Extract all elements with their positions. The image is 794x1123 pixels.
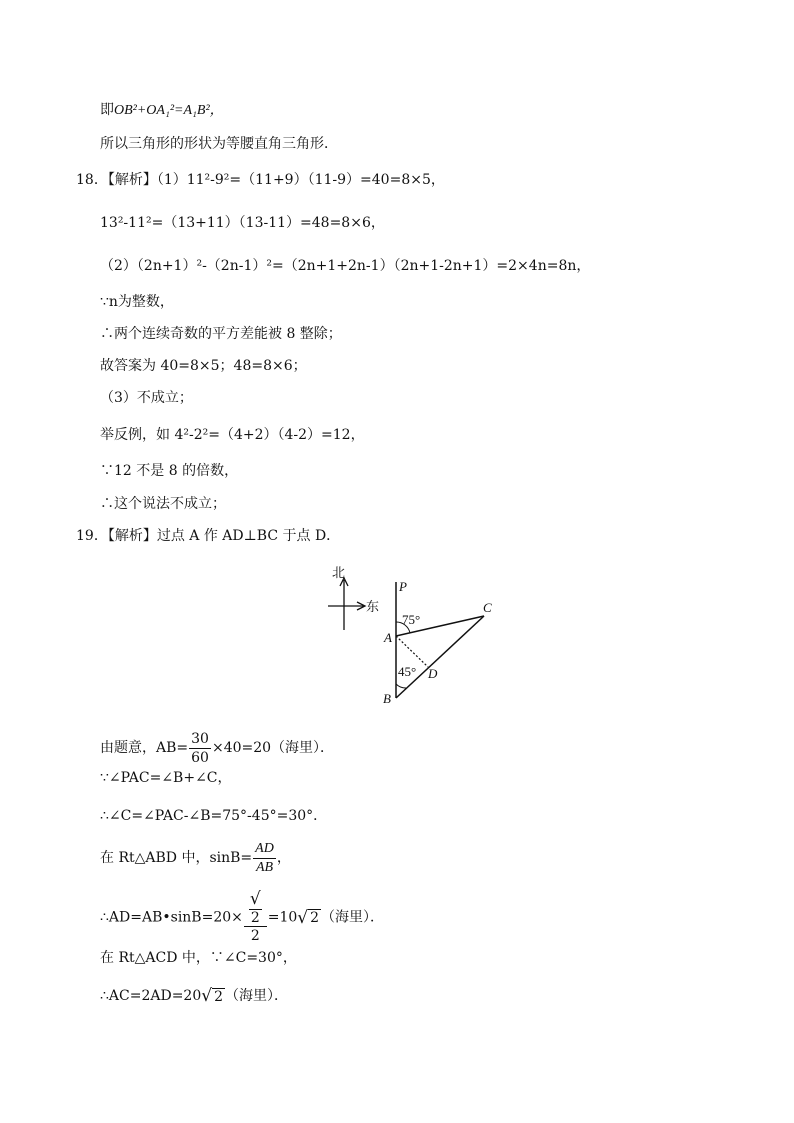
q19-line-6: ∴AD=AB•sinB=20× √ 2 2 =10√ 2 （海里）． [100, 889, 385, 944]
text-line-2: 所以三角形的形状为等腰直角三角形． [100, 136, 338, 152]
label-angle-45: 45° [398, 664, 417, 679]
fraction-30-60: $\frac{30}{60}$ [191, 730, 209, 766]
q19-tag: 【解析】 [107, 528, 157, 544]
q19-line-5: 在 Rt△ABD 中，sinB= $\frac{AD}{AB}$ ， [100, 840, 291, 875]
q18-line-6: 故答案为 40=8×5；48=8×6； [100, 358, 307, 374]
q19-line-1: 过点 A 作 AD⊥BC 于点 D． [156, 528, 341, 544]
question-19 [76, 526, 340, 546]
label-p: P [399, 579, 407, 594]
label-a: A [384, 630, 392, 645]
sqrt-2: √ 2 [297, 907, 320, 928]
q19-line-7: 在 Rt△ACD 中，∵∠C=30°， [100, 950, 297, 966]
label-c: C [483, 600, 492, 615]
q18-tag: 【解析】 [107, 172, 157, 188]
line-ad-dotted [396, 636, 428, 667]
q19-line-8: ∴AC=2AD=20√ 2 （海里）． [100, 986, 289, 1006]
fraction-sqrt2-2: √ 2 2 [244, 890, 267, 945]
q18-number: 18． [76, 172, 108, 188]
q19-line-4: ∴∠C=∠PAC-∠B=75°-45°=30°． [100, 808, 328, 824]
text-line-1: 即OB²+OA₁²=A₁B²， [100, 102, 224, 118]
angle-arc-45 [396, 684, 406, 688]
label-b: B [383, 691, 391, 706]
label-north: 北 [332, 565, 346, 580]
q19-line-3: ∵∠PAC=∠B+∠C， [100, 770, 232, 786]
question-18 [76, 170, 445, 190]
q19-line-2: 由题意，AB= $\frac{30}{60}$ ×40=20（海里）． [100, 730, 335, 766]
equation-ob-oa: OB²+OA₁²=A₁B²， [114, 103, 224, 118]
q18-line-10: ∴这个说法不成立； [100, 496, 226, 512]
q18-line-5: ∴两个连续奇数的平方差能被 8 整除； [100, 326, 342, 342]
navigation-diagram [320, 560, 500, 710]
label-east: 东 [366, 599, 380, 614]
q18-line-7: （3）不成立； [100, 390, 193, 406]
fraction-ad-ab: $\frac{AD}{AB}$ [255, 840, 274, 875]
line-bc [396, 616, 484, 698]
q18-line-4: ∵n为整数， [100, 294, 174, 310]
sqrt-2-b: √ 2 [201, 986, 224, 1006]
q18-line-1: （1）11²-9²=（11+9）（11-9）=40=8×5， [156, 172, 445, 188]
q18-line-9: ∵12 不是 8 的倍数， [100, 463, 239, 479]
q18-line-3: （2）（2n+1）²-（2n-1）²=（2n+1+2n-1）（2n+1-2n+1）=2×4n=8n， [100, 258, 591, 274]
q18-line-8: 举反例，如 4²-2²=（4+2）（4-2）=12， [100, 427, 365, 443]
label-d: D [428, 666, 438, 681]
label-angle-75: 75° [402, 612, 421, 627]
q19-number: 19． [76, 528, 108, 544]
q18-line-2: 13²-11²=（13+11）（13-11）=48=8×6， [100, 215, 385, 231]
